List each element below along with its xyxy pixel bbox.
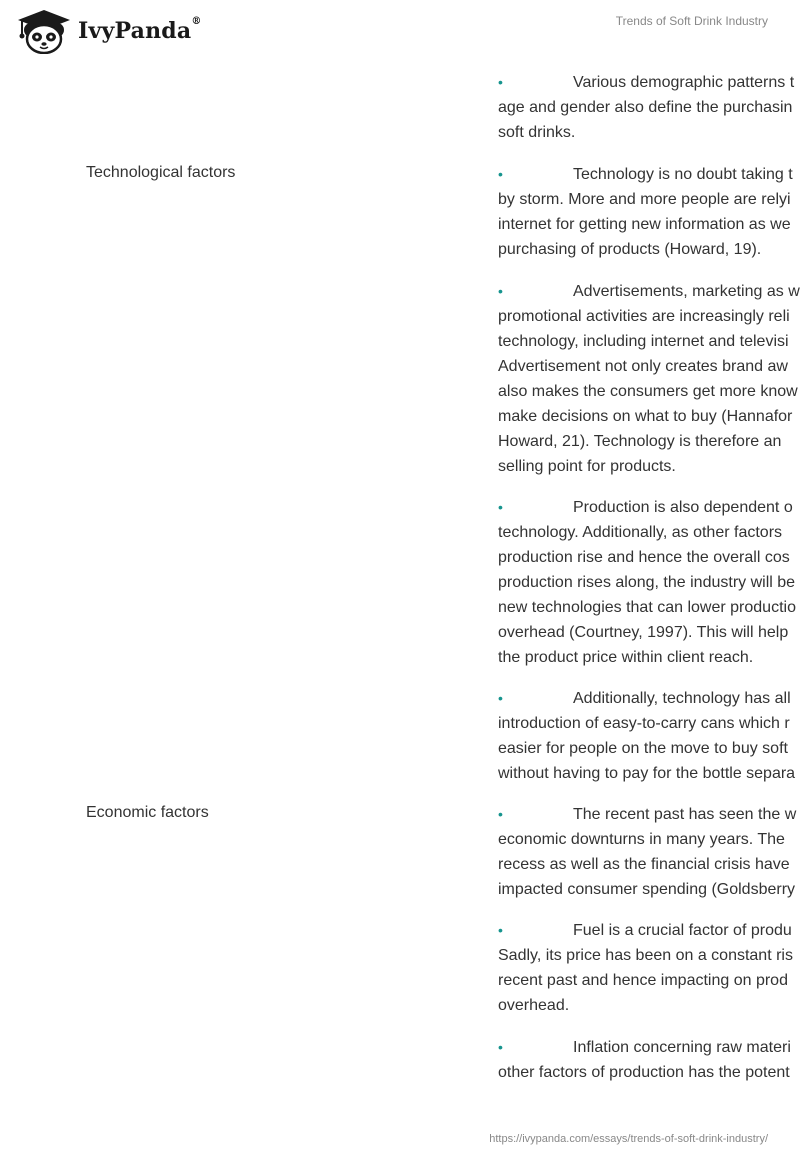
bullet-paragraph [498, 802, 800, 902]
bullet-first-line: Production is also dependent o [573, 499, 793, 516]
bullet-paragraph [498, 279, 800, 479]
document-title: Trends of Soft Drink Industry [615, 14, 768, 28]
bullet-line: soft drinks. [498, 124, 576, 141]
brand-name: IvyPanda® [78, 16, 202, 44]
bullet-line: introduction of easy-to-carry cans which r [498, 715, 790, 732]
row-label-economic: Economic factors [86, 804, 209, 821]
bullet-line: new technologies that can lower productio [498, 599, 796, 616]
bullet-line: recess as well as the financial crisis have [498, 856, 790, 873]
bullet-dot-icon: • [498, 74, 503, 90]
bullet-line: Advertisement not only creates brand aw [498, 358, 788, 375]
bullet-line: the product price within client reach. [498, 649, 754, 666]
bullet-line: other factors of production has the potent [498, 1064, 790, 1081]
bullet-line: Sadly, its price has been on a constant ris [498, 947, 793, 964]
bullet-line: easier for people on the move to buy soft [498, 740, 788, 757]
bullet-paragraph [498, 495, 800, 670]
bullet-dot-icon: • [498, 922, 503, 938]
bullet-first-line: Fuel is a crucial factor of produ [573, 922, 792, 939]
bullet-line: overhead (Courtney, 1997). This will help [498, 624, 789, 641]
bullet-paragraph [498, 162, 800, 262]
bullet-line: recent past and hence impacting on prod [498, 972, 788, 989]
bullet-line: promotional activities are increasingly reli [498, 308, 790, 325]
bullet-line: economic downturns in many years. The [498, 831, 785, 848]
registered-mark: ® [191, 16, 202, 27]
bullet-dot-icon: • [498, 1039, 503, 1055]
bullet-first-line: Inflation concerning raw materi [573, 1039, 791, 1056]
bullet-line: by storm. More and more people are relyi [498, 191, 791, 208]
bullet-dot-icon: • [498, 690, 503, 706]
bullet-paragraph [498, 1035, 800, 1085]
source-url[interactable]: https://ivypanda.com/essays/trends-of-soft-drink-industry/ [489, 1133, 768, 1145]
bullet-dot-icon: • [498, 166, 503, 182]
bullet-first-line: Technology is no doubt taking t [573, 166, 793, 183]
bullet-line: Howard, 21). Technology is therefore an [498, 433, 782, 450]
bullet-line: also makes the consumers get more know [498, 383, 798, 400]
bullet-first-line: The recent past has seen the w [573, 806, 797, 823]
bullet-line: technology, including internet and televisi [498, 333, 789, 350]
bullet-line: technology. Additionally, as other factors [498, 524, 783, 541]
bullet-line: internet for getting new information as we [498, 216, 791, 233]
bullet-dot-icon: • [498, 499, 503, 515]
bullet-line: without having to pay for the bottle separa [498, 765, 796, 782]
bullet-line: production rises along, the industry will be [498, 574, 796, 591]
row-label-technological: Technological factors [86, 164, 236, 181]
bullet-paragraph [498, 70, 800, 145]
bullet-paragraph [498, 686, 800, 786]
bullet-line: overhead. [498, 997, 570, 1014]
bullet-first-line: Advertisements, marketing as w [573, 283, 800, 300]
bullet-line: age and gender also define the purchasin [498, 99, 793, 116]
bullet-dot-icon: • [498, 283, 503, 299]
bullet-first-line: Various demographic patterns t [573, 74, 795, 91]
bullet-line: production rise and hence the overall cos [498, 549, 790, 566]
bullet-paragraph [498, 918, 800, 1018]
bullet-first-line: Additionally, technology has all [573, 690, 791, 707]
bullet-line: selling point for products. [498, 458, 676, 475]
bullet-dot-icon: • [498, 806, 503, 822]
bullet-line: impacted consumer spending (Goldsberry [498, 881, 796, 898]
bullet-line: purchasing of products (Howard, 19). [498, 241, 762, 258]
bullet-line: make decisions on what to buy (Hannafor [498, 408, 793, 425]
